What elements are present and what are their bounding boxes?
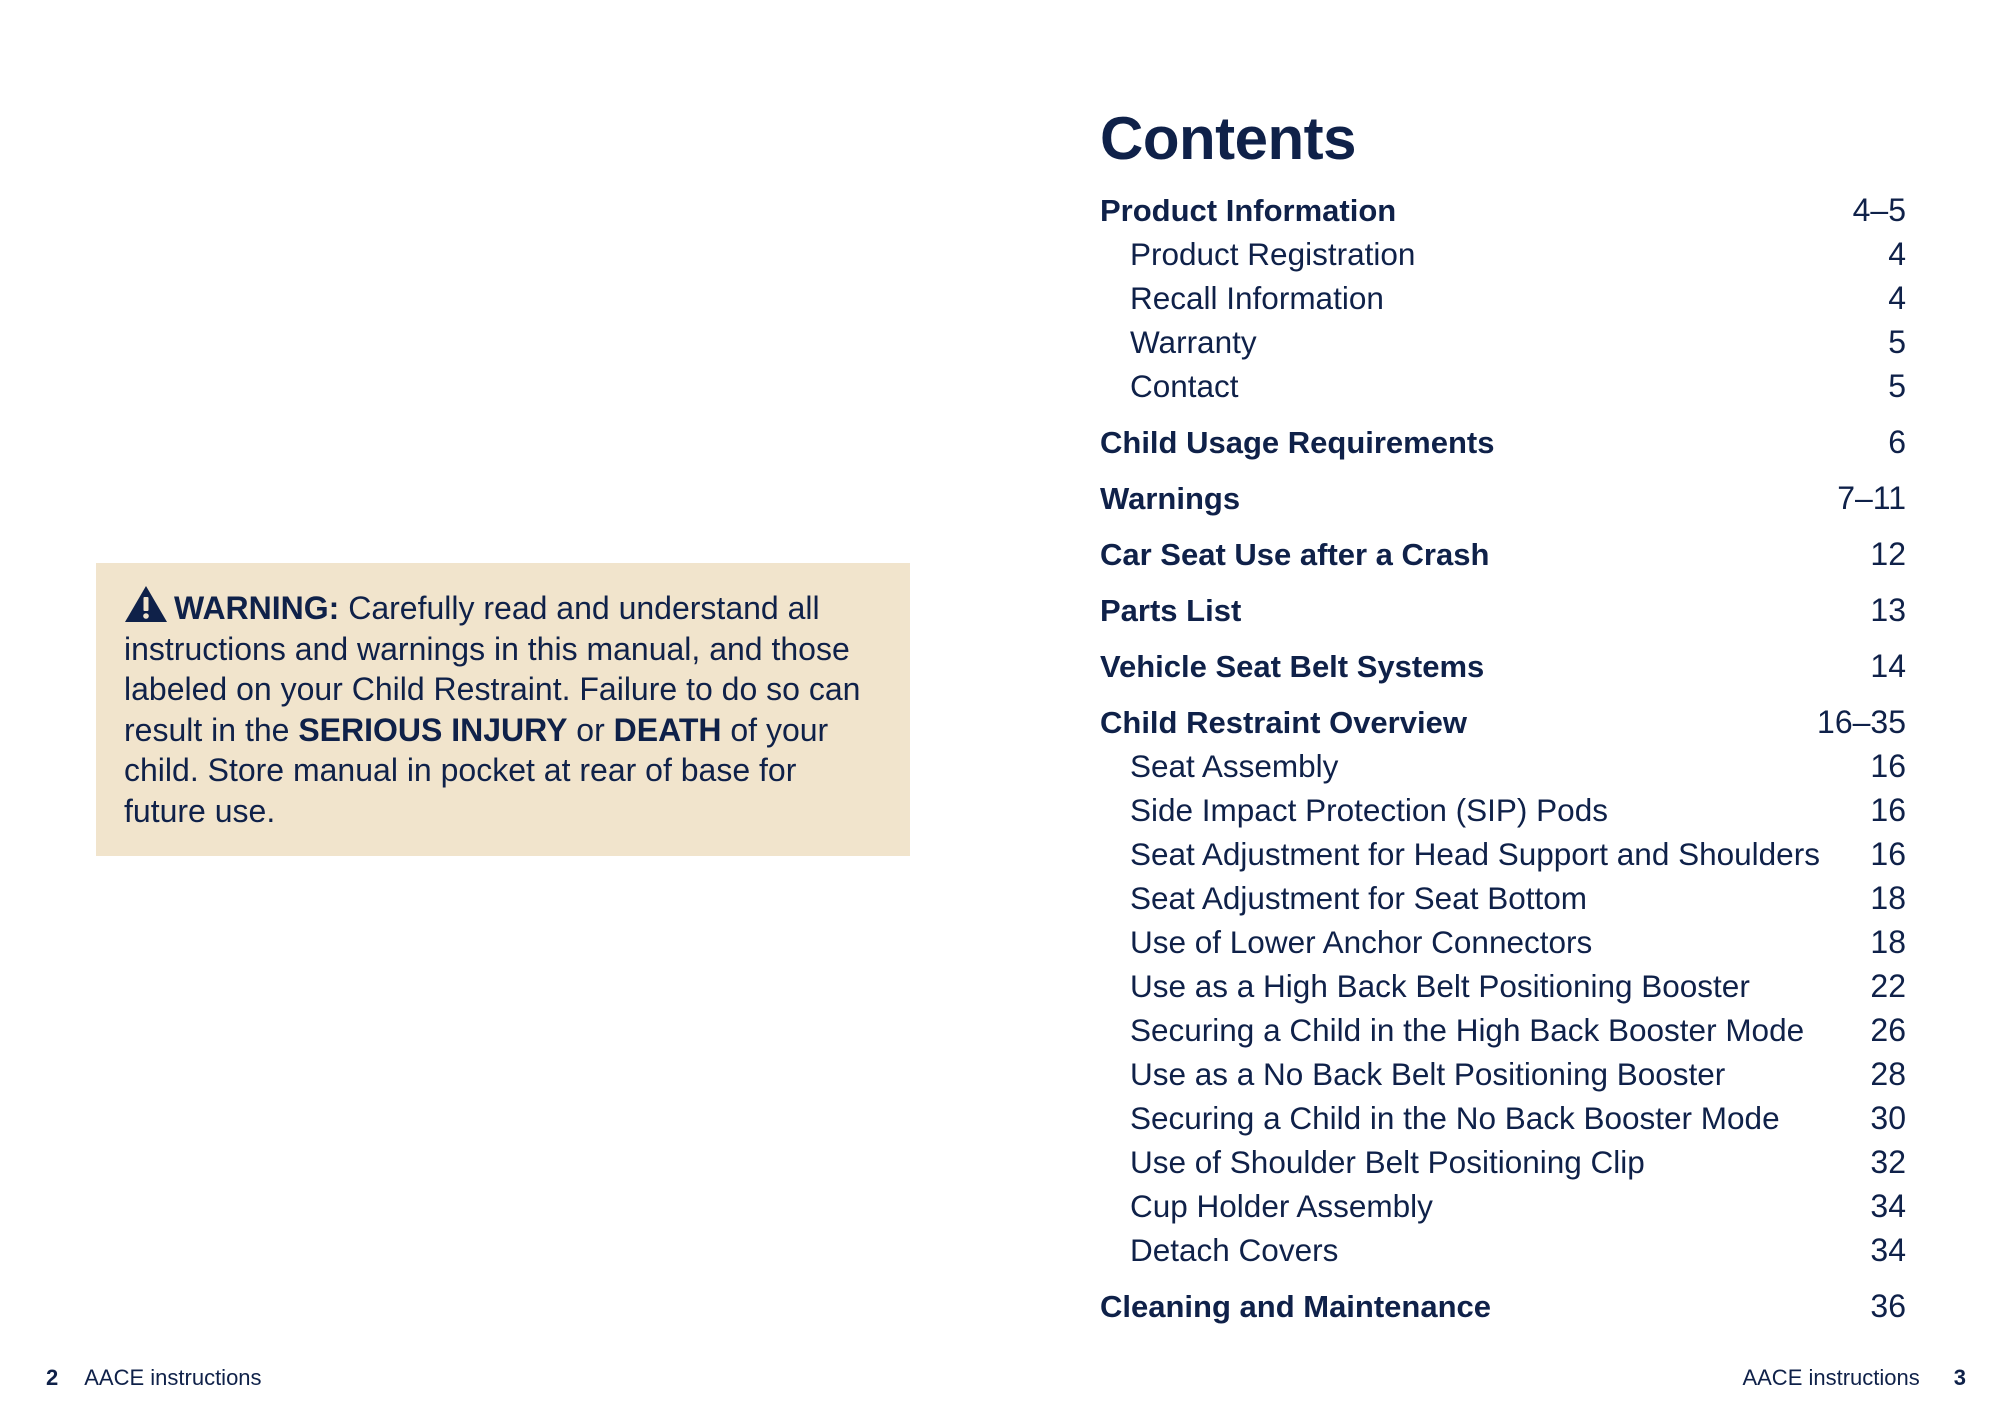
toc-entry-product-registration[interactable] bbox=[1100, 232, 1906, 276]
toc-entry-page: 34 bbox=[1870, 1232, 1906, 1268]
toc-entry-warnings[interactable] bbox=[1100, 476, 1906, 520]
toc-entry-label: Cleaning and Maintenance bbox=[1100, 1289, 1492, 1324]
toc-entry-cup-holder-assembly[interactable] bbox=[1100, 1184, 1906, 1228]
toc-entry-seat-adjustment-head-support[interactable] bbox=[1100, 832, 1906, 876]
contents-title: Contents bbox=[1100, 105, 1356, 172]
toc-entry-securing-high-back-mode[interactable] bbox=[1100, 1008, 1906, 1052]
page-number-right: 3 bbox=[1953, 1365, 1966, 1390]
toc-entry-page: 26 bbox=[1870, 1012, 1906, 1048]
toc-entry-label: Car Seat Use after a Crash bbox=[1100, 537, 1490, 572]
toc-entry-label: Seat Assembly bbox=[1130, 748, 1339, 784]
table-of-contents bbox=[1100, 102, 1906, 1328]
footer-right-title: AACE instructions bbox=[1742, 1365, 1920, 1390]
page-number-left: 2 bbox=[46, 1365, 59, 1390]
toc-entry-shoulder-belt-clip[interactable] bbox=[1100, 1140, 1906, 1184]
toc-entry-page: 16 bbox=[1870, 836, 1906, 872]
toc-entry-page: 4 bbox=[1888, 280, 1906, 316]
warning-body-2: or bbox=[567, 711, 614, 748]
toc-entry-label: Detach Covers bbox=[1130, 1232, 1339, 1268]
footer-right bbox=[1742, 1364, 1966, 1392]
toc-entry-product-information[interactable] bbox=[1100, 188, 1906, 232]
toc-entry-label: Side Impact Protection (SIP) Pods bbox=[1130, 792, 1608, 828]
toc-entry-sip-pods[interactable] bbox=[1100, 788, 1906, 832]
toc-entry-contact[interactable] bbox=[1100, 364, 1906, 408]
toc-entry-page: 18 bbox=[1870, 924, 1906, 960]
toc-entry-vehicle-seat-belt-systems[interactable] bbox=[1100, 644, 1906, 688]
toc-entry-label: Use of Lower Anchor Connectors bbox=[1130, 924, 1593, 960]
toc-entry-label: Securing a Child in the High Back Booster Mode bbox=[1130, 1012, 1805, 1048]
toc-entry-lower-anchor-connectors[interactable] bbox=[1100, 920, 1906, 964]
toc-entry-warranty[interactable] bbox=[1100, 320, 1906, 364]
toc-entry-label: Product Information bbox=[1100, 193, 1397, 228]
toc-entry-page: 13 bbox=[1870, 592, 1906, 628]
toc-entry-label: Securing a Child in the No Back Booster Mode bbox=[1130, 1100, 1780, 1136]
toc-entry-label: Use as a No Back Belt Positioning Booster bbox=[1130, 1056, 1726, 1092]
toc-entry-securing-no-back-mode[interactable] bbox=[1100, 1096, 1906, 1140]
toc-entry-label: Recall Information bbox=[1130, 280, 1384, 316]
toc-entry-seat-adjustment-seat-bottom[interactable] bbox=[1100, 876, 1906, 920]
toc-entry-label: Contact bbox=[1130, 368, 1239, 404]
toc-entry-label: Warranty bbox=[1130, 324, 1257, 360]
toc-entry-page: 12 bbox=[1870, 536, 1906, 572]
toc-entry-page: 16–35 bbox=[1817, 704, 1906, 740]
toc-entry-seat-assembly[interactable] bbox=[1100, 744, 1906, 788]
toc-entry-label: Seat Adjustment for Head Support and Shoulders bbox=[1130, 836, 1820, 872]
warning-box bbox=[96, 563, 910, 856]
toc-entry-label: Cup Holder Assembly bbox=[1130, 1188, 1433, 1224]
toc-entry-label: Use of Shoulder Belt Positioning Clip bbox=[1130, 1144, 1645, 1180]
toc-entry-page: 16 bbox=[1870, 748, 1906, 784]
toc-entry-detach-covers[interactable] bbox=[1100, 1228, 1906, 1272]
toc-entry-page: 30 bbox=[1870, 1100, 1906, 1136]
warning-body-3: of your child. Store manual in pocket at rear of base for future use. bbox=[124, 711, 829, 829]
toc-entry-label: Parts List bbox=[1100, 593, 1242, 628]
footer-left bbox=[46, 1364, 262, 1392]
toc-entry-page: 36 bbox=[1870, 1288, 1906, 1324]
warning-emphasis-injury: SERIOUS INJURY bbox=[298, 711, 568, 748]
warning-label: WARNING: bbox=[174, 590, 340, 626]
toc-entry-label: Warnings bbox=[1100, 481, 1241, 516]
toc-entry-page: 28 bbox=[1870, 1056, 1906, 1092]
toc-entry-recall-information[interactable] bbox=[1100, 276, 1906, 320]
toc-entry-child-restraint-overview[interactable] bbox=[1100, 700, 1906, 744]
toc-entry-parts-list[interactable] bbox=[1100, 588, 1906, 632]
toc-entry-page: 7–11 bbox=[1837, 480, 1906, 516]
toc-entry-page: 5 bbox=[1888, 324, 1906, 360]
toc-entry-page: 6 bbox=[1888, 424, 1906, 460]
toc-entry-page: 32 bbox=[1870, 1144, 1906, 1180]
warning-text bbox=[124, 585, 880, 832]
toc-entry-label: Vehicle Seat Belt Systems bbox=[1100, 649, 1485, 684]
toc-entry-page: 4 bbox=[1888, 236, 1906, 272]
toc-entry-label: Child Usage Requirements bbox=[1100, 425, 1495, 460]
toc-entry-cleaning-maintenance[interactable] bbox=[1100, 1284, 1906, 1328]
toc-entry-page: 18 bbox=[1870, 880, 1906, 916]
toc-entry-page: 5 bbox=[1888, 368, 1906, 404]
toc-entry-car-seat-use-after-crash[interactable] bbox=[1100, 532, 1906, 576]
footer-left-title: AACE instructions bbox=[84, 1365, 262, 1390]
toc-entry-high-back-booster[interactable] bbox=[1100, 964, 1906, 1008]
toc-entry-page: 34 bbox=[1870, 1188, 1906, 1224]
toc-entry-page: 14 bbox=[1870, 648, 1906, 684]
toc-entry-label: Child Restraint Overview bbox=[1100, 705, 1467, 740]
toc-entry-label: Product Registration bbox=[1130, 236, 1416, 272]
toc-entry-no-back-booster[interactable] bbox=[1100, 1052, 1906, 1096]
toc-entry-page: 16 bbox=[1870, 792, 1906, 828]
toc-entry-label: Use as a High Back Belt Positioning Booster bbox=[1130, 968, 1750, 1004]
warning-triangle-icon bbox=[124, 585, 168, 623]
warning-body-1: Carefully read and understand all instructions and warnings in this manual, and those labeled on your Child Restraint. Failure to do so can result in the bbox=[124, 590, 861, 748]
toc-entry-page: 22 bbox=[1870, 968, 1906, 1004]
toc-entry-child-usage-requirements[interactable] bbox=[1100, 420, 1906, 464]
warning-emphasis-death: DEATH bbox=[613, 711, 722, 748]
toc-entry-page: 4–5 bbox=[1852, 192, 1906, 228]
toc-list bbox=[1100, 188, 1906, 1328]
toc-entry-label: Seat Adjustment for Seat Bottom bbox=[1130, 880, 1587, 916]
